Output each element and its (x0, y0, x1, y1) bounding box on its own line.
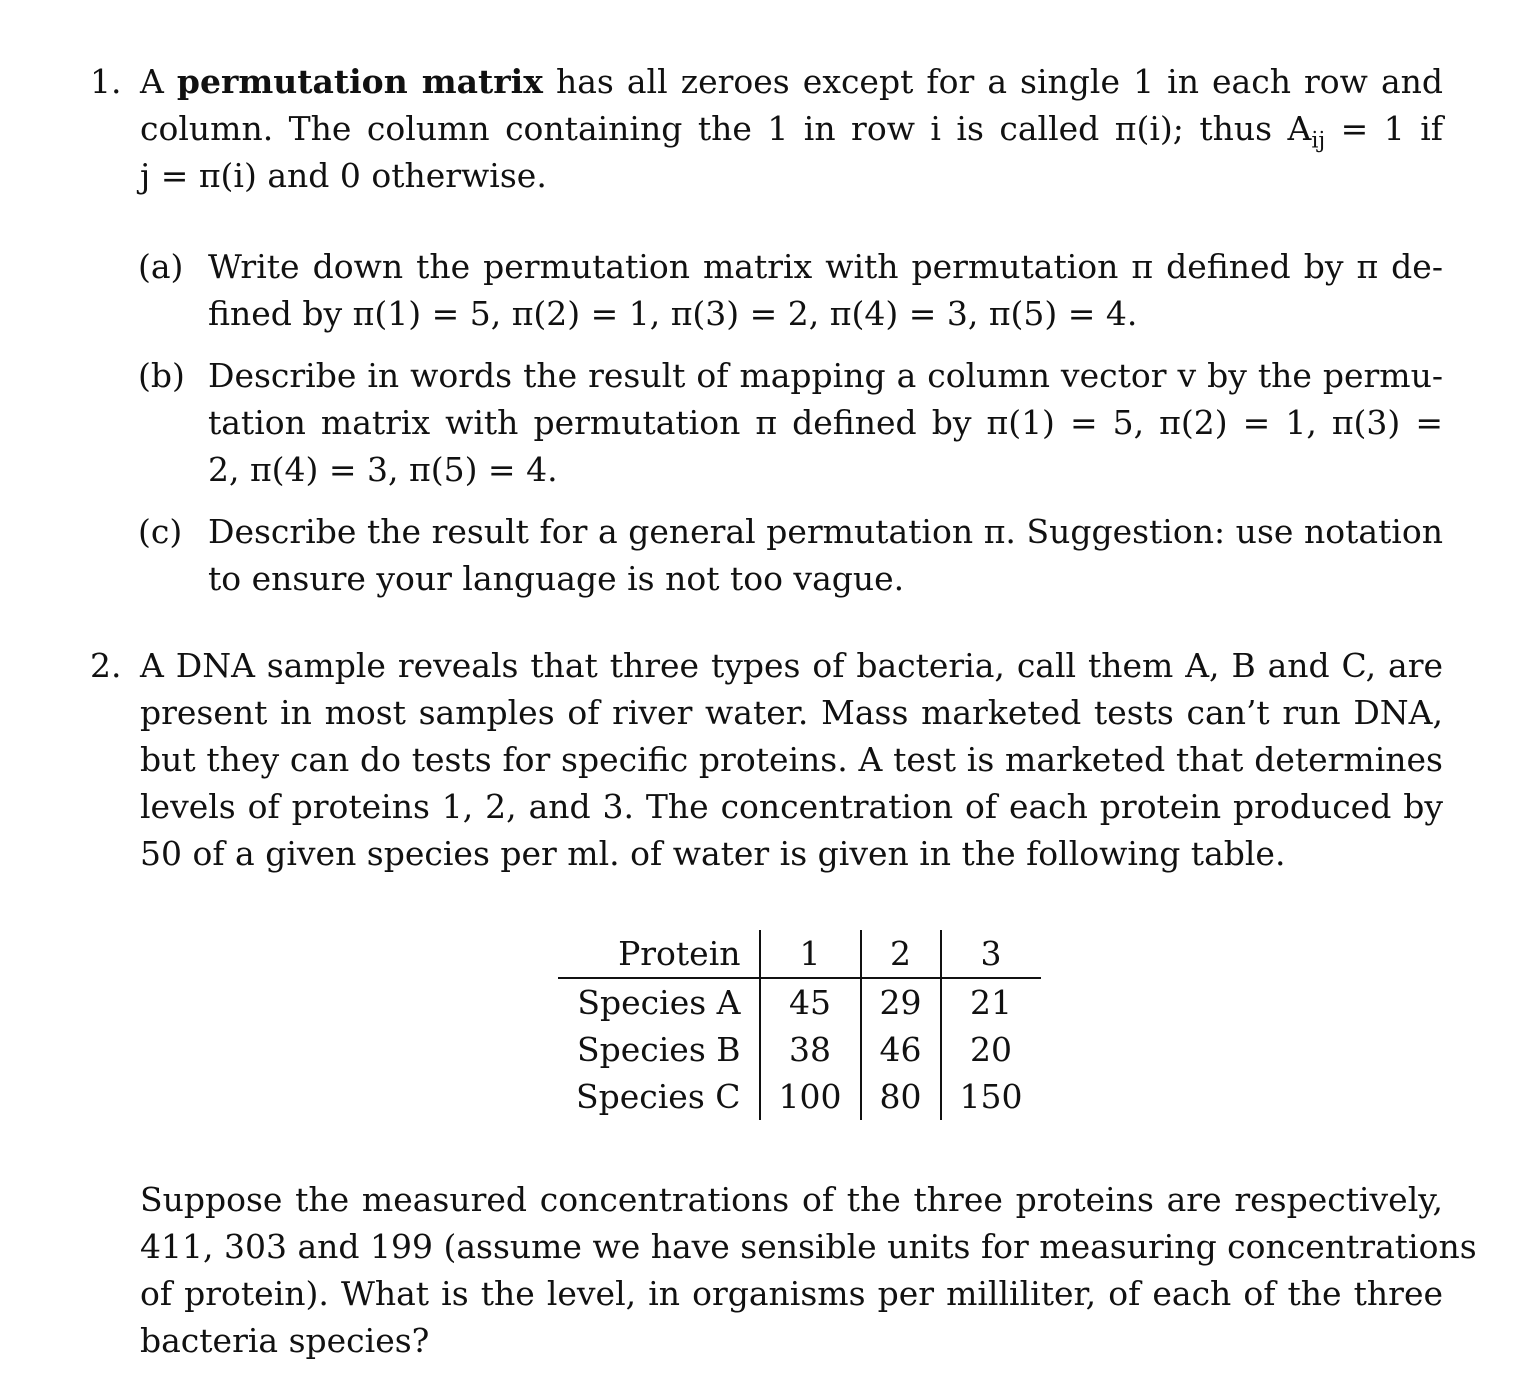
table-cell: 21 (941, 978, 1041, 1026)
problem-1-number: 1. (90, 62, 122, 101)
question-line-3: of protein). What is the level, in organisms per milliliter, of each of the three (140, 1274, 1443, 1313)
table-cell: 150 (941, 1073, 1041, 1120)
part-b-line-2: tation matrix with permutation π defined by π(1) = 5, π(2) = 1, π(3) = (208, 403, 1443, 442)
table-cell: 45 (760, 978, 861, 1026)
table-cell: 38 (760, 1026, 861, 1073)
question-line-4: bacteria species? (140, 1321, 430, 1360)
problem-1-part-b (138, 352, 1443, 493)
problem-2-number: 2. (90, 646, 122, 685)
part-b-line-3: 2, π(4) = 3, π(5) = 4. (208, 450, 558, 489)
part-a-label: (a) (138, 247, 184, 286)
table-column-header: 2 (861, 930, 941, 978)
term-permutation-matrix: permutation matrix (176, 62, 543, 101)
question-line-2: 411, 303 and 199 (assume we have sensible units for measuring concentrations (140, 1227, 1477, 1266)
table-row (558, 1026, 1041, 1073)
table-header-row (558, 930, 1041, 978)
protein-table-wrap (558, 930, 1041, 1120)
problem-2-line-5: 50 of a given species per ml. of water is given in the following table. (140, 834, 1286, 873)
problem-2-question (140, 1176, 1477, 1364)
part-b-line-1: Describe in words the result of mapping a column vector v by the permu- (208, 356, 1443, 395)
part-b-label: (b) (138, 356, 185, 395)
problem-1-line-3: j = π(i) and 0 otherwise. (140, 156, 547, 195)
table-column-header: 1 (760, 930, 861, 978)
table-cell: 29 (861, 978, 941, 1026)
problem-1-part-c (138, 508, 1443, 602)
table-cell: 46 (861, 1026, 941, 1073)
problem-1 (90, 58, 1444, 199)
part-c-line-1: Describe the result for a general permutation π. Suggestion: use notation (208, 512, 1443, 551)
table-row-label: Species B (577, 1030, 741, 1069)
problem-2-line-4: levels of proteins 1, 2, and 3. The concentration of each protein produced by (140, 787, 1443, 826)
question-line-1: Suppose the measured concentrations of the three proteins are respectively, (140, 1180, 1443, 1219)
problem-1-part-a (138, 243, 1443, 337)
problem-2-line-1: A DNA sample reveals that three types of bacteria, call them A, B and C, are (140, 646, 1443, 685)
part-c-line-2: to ensure your language is not too vague. (208, 559, 905, 598)
problem-1-line-1: A permutation matrix has all zeroes except for a single 1 in each row and (140, 62, 1444, 101)
subscript-ij: ij (1311, 128, 1326, 154)
protein-table (558, 930, 1041, 1120)
problem-2-line-2: present in most samples of river water. Mass marketed tests can’t run DNA, (140, 693, 1443, 732)
table-row-label: Species C (576, 1077, 741, 1116)
table-cell: 100 (760, 1073, 861, 1120)
table-cell: 80 (861, 1073, 941, 1120)
part-c-label: (c) (138, 512, 183, 551)
problem-1-line-2: column. The column containing the 1 in row i is called π(i); thus $A_{ij} = 1$ if (140, 109, 1443, 154)
problem-2-line-3: but they can do tests for specific proteins. A test is marketed that determines (140, 740, 1443, 779)
table-cell: 20 (941, 1026, 1041, 1073)
table-corner-label: Protein (558, 930, 760, 978)
table-row-label: Species A (577, 983, 741, 1022)
part-a-line-1: Write down the permutation matrix with permutation π defined by π de- (208, 247, 1443, 286)
table-column-header: 3 (941, 930, 1041, 978)
table-row (558, 1073, 1041, 1120)
table-row (558, 978, 1041, 1026)
part-a-line-2: fined by π(1) = 5, π(2) = 1, π(3) = 2, π(4) = 3, π(5) = 4. (208, 294, 1138, 333)
problem-2 (90, 642, 1443, 877)
